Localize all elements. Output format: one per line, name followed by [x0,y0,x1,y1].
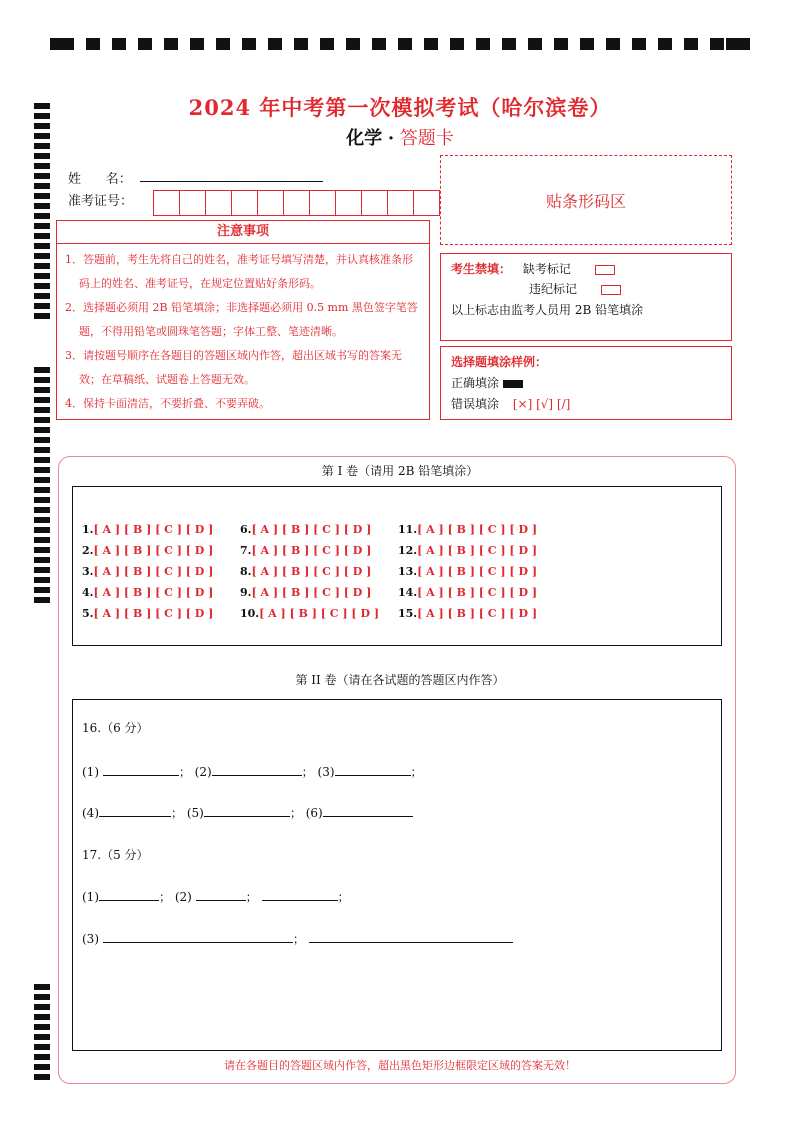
name-field[interactable] [140,180,323,182]
absent-label: 缺考标记 [522,262,571,276]
section1-title: 第 I 卷（请用 2B 铅笔填涂） [321,464,479,478]
examiner-only-box [440,253,732,341]
answer-blank[interactable] [335,763,411,776]
mc-row[interactable]: 15.[ A ] [ B ] [ C ] [ D ] [398,607,538,620]
mc-row[interactable]: 6.[ A ] [ B ] [ C ] [ D ] [240,523,372,536]
id-digit-box[interactable] [361,190,387,216]
q17-line-1: (1) ； (2) ； ； [82,890,350,904]
answer-blank[interactable] [103,763,179,776]
mc-row[interactable]: 12.[ A ] [ B ] [ C ] [ D ] [398,544,538,557]
notice-item: 2．选择题必须用 2B 铅笔填涂；非选择题必须用 0.5 mm 黑色签字笔答题，不得用铅笔或圆珠笔答题；字体工整、笔迹清晰。 [65,301,418,338]
notice-title: 注意事项 [57,221,429,244]
ban-note: 以上标志由监考人员用 2B 铅笔填涂 [451,303,644,317]
mc-column-2 [240,519,379,624]
wrong-fill-samples: [×] [√] [/] [512,397,571,411]
notice-box [56,220,430,420]
answer-blank[interactable] [99,888,159,901]
q17-line-2: (3) ； [82,930,513,947]
mc-column-3 [398,519,537,624]
mc-row[interactable]: 11.[ A ] [ B ] [ C ] [ D ] [398,523,538,536]
mc-row[interactable]: 3.[ A ] [ B ] [ C ] [ D ] [82,565,214,578]
answer-blank[interactable] [204,804,290,817]
subject-label: 化学 [346,128,383,149]
correct-label: 正确填涂 [451,376,500,390]
fill-sample-box [440,346,732,420]
id-digit-box[interactable] [309,190,335,216]
answer-blank[interactable] [323,804,413,817]
top-registration-marks [50,38,750,52]
id-digit-box[interactable] [335,190,361,216]
mc-row[interactable]: 13.[ A ] [ B ] [ C ] [ D ] [398,565,538,578]
notice-item: 4．保持卡面清洁，不要折叠、不要弄破。 [65,397,270,410]
answer-blank[interactable] [212,763,302,776]
question-17-heading: 17.（5 分） [82,848,149,862]
mc-row[interactable]: 5.[ A ] [ B ] [ C ] [ D ] [82,607,214,620]
mc-row[interactable]: 8.[ A ] [ B ] [ C ] [ D ] [240,565,372,578]
notice-item: 1．答题前，考生先将自己的姓名，准考证号填写清楚，并认真核准条形码上的姓名、准考证号，在规定位置贴好条形码。 [65,253,413,290]
open-answer-box [72,699,722,1051]
mc-row[interactable]: 14.[ A ] [ B ] [ C ] [ D ] [398,586,538,599]
sample-title: 选择题填涂样例： [451,355,548,369]
answer-blank[interactable] [309,930,513,943]
q16-line-2: (4) ； (5) ； (6) [82,804,413,821]
mc-row[interactable]: 4.[ A ] [ B ] [ C ] [ D ] [82,586,214,599]
violation-label: 违纪标记 [529,282,578,296]
mc-row[interactable]: 2.[ A ] [ B ] [ C ] [ D ] [82,544,214,557]
mc-row[interactable]: 10.[ A ] [ B ] [ C ] [ D ] [240,607,380,620]
ban-title: 考生禁填： [451,262,512,276]
question-16-heading: 16.（6 分） [82,721,149,735]
correct-fill-sample [503,380,523,388]
page-title: 2024 年中考第一次模拟考试（哈尔滨卷） [188,95,612,120]
notice-item: 3．请按题号顺序在各题目的答题区域内作答，超出区域书写的答案无效；在草稿纸、试题卷上答题无效。 [65,349,402,386]
mc-row[interactable]: 1.[ A ] [ B ] [ C ] [ D ] [82,523,214,536]
page-subtitle [0,124,800,150]
mc-row[interactable]: 7.[ A ] [ B ] [ C ] [ D ] [240,544,372,557]
card-label: 答题卡 [399,128,454,149]
wrong-label: 错误填涂 [451,397,500,411]
id-digit-box[interactable] [413,190,440,216]
mc-row[interactable]: 9.[ A ] [ B ] [ C ] [ D ] [240,586,372,599]
id-digit-box[interactable] [283,190,309,216]
id-digit-box[interactable] [153,190,179,216]
absent-mark-box[interactable] [595,265,615,275]
section2-title: 第 II 卷（请在各试题的答题区内作答） [295,673,505,687]
id-digit-box[interactable] [257,190,283,216]
name-label: 姓 名： [68,172,132,187]
id-digit-box[interactable] [231,190,257,216]
answer-blank[interactable] [99,804,171,817]
id-number-boxes[interactable] [153,190,440,216]
left-registration-marks-middle [34,367,50,607]
id-digit-box[interactable] [387,190,413,216]
id-label: 准考证号： [68,194,134,209]
mc-column-1 [82,519,213,624]
subtitle-dot: · [387,128,395,149]
footer-warning: 请在各题目的答题区域内作答，超出黑色矩形边框限定区域的答案无效！ [224,1059,576,1072]
q16-line-1: (1) ； (2) ； (3) ； [82,765,423,779]
answer-blank[interactable] [196,888,246,901]
barcode-area [440,155,732,245]
violation-mark-box[interactable] [601,285,621,295]
answer-blank[interactable] [103,930,293,943]
barcode-label: 贴条形码区 [545,191,626,211]
id-digit-box[interactable] [205,190,231,216]
answer-blank[interactable] [262,888,338,901]
id-digit-box[interactable] [179,190,205,216]
